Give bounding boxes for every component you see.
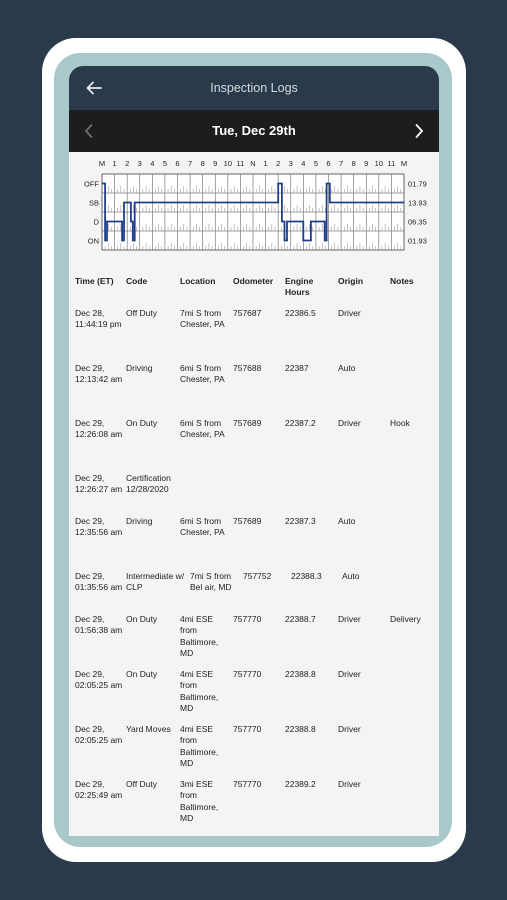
cell-odometer: 757687 [233,308,262,318]
cell-location: 7mi S from Chester, PA [180,308,225,330]
status-label: OFF [84,179,99,189]
hour-label: 1 [263,159,268,168]
hour-label: 11 [387,159,396,168]
app-header [69,66,439,110]
hour-label: M [98,159,106,168]
cell-time: Dec 29, 02:05:25 am [75,669,123,691]
table-row[interactable] [69,357,439,412]
cell-origin: Driver [338,669,361,679]
hour-label: 5 [313,159,319,168]
cell-code: Certification 12/28/2020 [126,473,171,495]
hour-label: 11 [236,159,245,168]
cell-code: Off Duty [126,779,158,789]
cell-time: Dec 29, 12:26:08 am [75,418,123,440]
cell-odometer: 757752 [243,571,272,581]
status-label: SB [88,198,99,208]
hour-label: 9 [213,159,218,168]
cell-origin: Auto [338,363,356,373]
hour-label: 6 [326,159,331,168]
table-row[interactable] [69,773,439,828]
status-total: 01.79 [408,179,427,189]
cell-code: On Duty [126,614,158,624]
hour-label: 2 [276,159,281,168]
next-day-chevron-icon[interactable] [409,121,429,141]
cell-odometer: 757689 [233,418,262,428]
cell-engine-hours: 22387.2 [285,418,316,428]
hour-label: 4 [150,159,155,168]
hour-label: 7 [338,159,344,168]
cell-odometer: 757770 [233,779,262,789]
cell-odometer: 757689 [233,516,262,526]
column-header-notes: Notes [390,276,414,286]
cell-engine-hours: 22388.8 [285,669,316,679]
hour-label: 10 [374,159,384,168]
cell-time: Dec 29, 02:05:25 am [75,724,123,746]
cell-engine-hours: 22389.2 [285,779,316,789]
hour-label: 6 [175,159,180,168]
app-screen [69,66,439,836]
page-title: Inspection Logs [210,81,298,95]
cell-odometer: 757688 [233,363,262,373]
hour-label: 8 [351,159,356,168]
table-header [69,272,439,302]
hour-label: 1 [112,159,117,168]
column-header-time: Time (ET) [75,276,114,286]
cell-code: On Duty [126,418,158,428]
cell-odometer: 757770 [233,669,262,679]
cell-notes: Hook [390,418,410,428]
table-row[interactable] [69,302,439,357]
cell-time: Dec 29, 02:25:49 am [75,779,123,801]
hour-label: M [400,159,408,168]
cell-engine-hours: 22386.5 [285,308,316,318]
cell-location: 6mi S from Chester, PA [180,363,225,385]
cell-code: Off Duty [126,308,158,318]
status-label: ON [87,236,99,246]
cell-location: 4mi ESE from Baltimore, MD [180,724,219,768]
cell-origin: Auto [338,516,356,526]
table-row[interactable] [69,718,439,773]
cell-odometer: 757770 [233,614,262,624]
cell-time: Dec 29, 12:26:27 am [75,473,123,495]
date-navigation [69,110,439,152]
column-header-engine-hours: Engine Hours [285,276,314,297]
table-row[interactable] [69,510,439,565]
cell-engine-hours: 22387 [285,363,309,373]
cell-origin: Driver [338,308,361,318]
back-arrow-icon[interactable] [83,77,105,99]
cell-code: Intermediate w/ CLP [126,571,185,593]
cell-engine-hours: 22388.3 [291,571,322,581]
cell-location: 6mi S from Chester, PA [180,418,225,440]
cell-time: Dec 29, 12:35:56 am [75,516,123,538]
cell-time: Dec 29, 01:56:38 am [75,614,123,636]
table-row[interactable] [69,608,439,663]
cell-code: Driving [126,363,153,373]
inspection-log-table [69,272,439,828]
cell-location: 3mi ESE from Baltimore, MD [180,779,219,823]
cell-notes: Delivery [390,614,421,624]
duty-status-graph [69,156,439,266]
hour-label: 3 [137,159,142,168]
cell-time: Dec 29, 12:13:42 am [75,363,123,385]
hour-label: 2 [125,159,130,168]
status-total: 06.35 [408,217,427,227]
table-row[interactable] [69,663,439,718]
cell-origin: Auto [342,571,360,581]
cell-origin: Driver [338,724,361,734]
status-total: 13.93 [408,198,427,208]
date-label: Tue, Dec 29th [212,123,296,138]
table-row[interactable] [69,565,439,608]
column-header-location: Location [180,276,216,286]
column-header-odometer: Odometer [233,276,274,286]
status-total: 01.93 [408,236,427,246]
cell-location: 4mi ESE from Baltimore, MD [180,669,219,713]
cell-time: Dec 28, 11:44:19 pm [75,308,122,330]
hour-label: 4 [301,159,306,168]
hour-label: 3 [288,159,293,168]
hour-label: N [250,159,256,168]
hour-label: 10 [223,159,233,168]
table-row[interactable] [69,412,439,467]
cell-engine-hours: 22388.7 [285,614,316,624]
cell-time: Dec 29, 01:35:56 am [75,571,123,593]
cell-location: 4mi ESE from Baltimore, MD [180,614,219,658]
column-header-origin: Origin [338,276,364,286]
cell-engine-hours: 22388.8 [285,724,316,734]
hour-label: 7 [187,159,193,168]
previous-day-chevron-icon[interactable] [79,121,99,141]
cell-code: On Duty [126,669,158,679]
hour-label: 9 [364,159,369,168]
table-row[interactable] [69,467,439,510]
column-header-code: Code [126,276,148,286]
hour-label: 5 [162,159,168,168]
cell-location: 6mi S from Chester, PA [180,516,225,538]
cell-code: Yard Moves [126,724,171,734]
cell-location: 7mi S from Bel air, MD [190,571,232,593]
cell-origin: Driver [338,779,361,789]
cell-engine-hours: 22387.3 [285,516,316,526]
status-label: D [93,217,99,227]
cell-code: Driving [126,516,153,526]
cell-odometer: 757770 [233,724,262,734]
hour-label: 8 [200,159,205,168]
cell-origin: Driver [338,614,361,624]
cell-origin: Driver [338,418,361,428]
